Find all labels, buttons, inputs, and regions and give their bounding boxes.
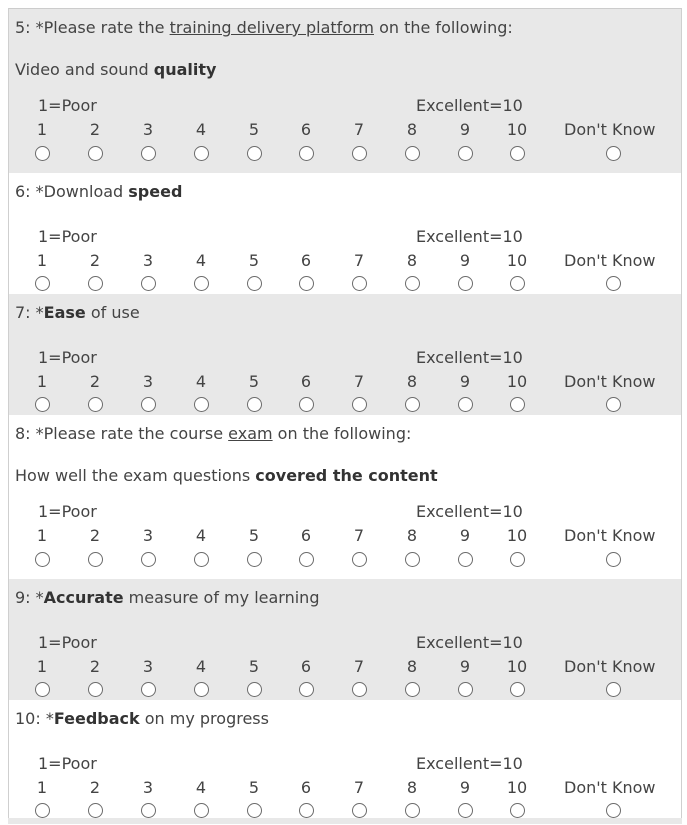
scale-number: 3 <box>142 778 154 797</box>
dont-know-label: Don't Know <box>564 526 656 545</box>
rating-radio-4[interactable] <box>194 682 209 697</box>
scale-low-label: 1=Poor <box>38 227 97 246</box>
scale-number: 3 <box>142 372 154 391</box>
dont-know-label: Don't Know <box>564 120 656 139</box>
text-fragment: 5: *Please rate the <box>15 18 170 37</box>
question-title <box>15 18 513 38</box>
text-fragment: of use <box>85 303 140 322</box>
question-q9 <box>9 579 681 700</box>
dont-know-label: Don't Know <box>564 251 656 270</box>
rating-radio-3[interactable] <box>141 276 156 291</box>
text-fragment: 10: * <box>15 709 54 728</box>
scale-number: 4 <box>195 778 207 797</box>
dont-know-radio[interactable] <box>606 276 621 291</box>
rating-radio-10[interactable] <box>510 146 525 161</box>
scale-number: 6 <box>300 778 312 797</box>
dont-know-label: Don't Know <box>564 372 656 391</box>
scale-number: 3 <box>142 657 154 676</box>
question-title <box>15 709 269 729</box>
dont-know-radio[interactable] <box>606 397 621 412</box>
rating-radio-7[interactable] <box>352 146 367 161</box>
scale-number: 3 <box>142 251 154 270</box>
scale-number: 10 <box>506 251 528 270</box>
scale-number: 2 <box>89 526 101 545</box>
rating-radio-6[interactable] <box>299 803 314 818</box>
scale-number: 8 <box>406 120 418 139</box>
bottom-divider <box>8 818 682 824</box>
rating-radio-1[interactable] <box>35 803 50 818</box>
scale-high-label: Excellent=10 <box>416 348 523 367</box>
scale-number: 10 <box>506 120 528 139</box>
rating-radio-6[interactable] <box>299 276 314 291</box>
rating-radio-3[interactable] <box>141 397 156 412</box>
scale-number: 7 <box>353 372 365 391</box>
rating-radio-9[interactable] <box>458 146 473 161</box>
scale-number: 8 <box>406 778 418 797</box>
scale-number: 7 <box>353 120 365 139</box>
emphasis-text: quality <box>153 60 217 79</box>
scale-number: 5 <box>248 657 260 676</box>
scale-number: 9 <box>459 526 471 545</box>
scale-number: 10 <box>506 657 528 676</box>
question-title <box>15 588 319 608</box>
question-q10 <box>9 700 681 819</box>
rating-radio-10[interactable] <box>510 397 525 412</box>
dont-know-radio[interactable] <box>606 552 621 567</box>
scale-number: 7 <box>353 251 365 270</box>
dont-know-label: Don't Know <box>564 778 656 797</box>
text-fragment: 8: *Please rate the course <box>15 424 229 443</box>
question-q8 <box>9 415 681 579</box>
rating-radio-1[interactable] <box>35 276 50 291</box>
scale-number: 10 <box>506 526 528 545</box>
rating-radio-5[interactable] <box>247 682 262 697</box>
scale-high-label: Excellent=10 <box>416 227 523 246</box>
emphasis-text: Feedback <box>53 709 140 728</box>
scale-number: 9 <box>459 120 471 139</box>
scale-number: 8 <box>406 251 418 270</box>
emphasis-text: Accurate <box>43 588 124 607</box>
scale-number: 1 <box>36 526 48 545</box>
scale-number: 9 <box>459 251 471 270</box>
scale-number: 9 <box>459 372 471 391</box>
text-fragment: measure of my learning <box>123 588 320 607</box>
rating-radio-10[interactable] <box>510 552 525 567</box>
dont-know-radio[interactable] <box>606 146 621 161</box>
scale-high-label: Excellent=10 <box>416 633 523 652</box>
rating-radio-1[interactable] <box>35 146 50 161</box>
rating-radio-8[interactable] <box>405 276 420 291</box>
text-fragment: on my progress <box>139 709 269 728</box>
rating-radio-6[interactable] <box>299 552 314 567</box>
rating-radio-4[interactable] <box>194 397 209 412</box>
question-q7 <box>9 294 681 415</box>
scale-number: 4 <box>195 372 207 391</box>
rating-radio-3[interactable] <box>141 803 156 818</box>
scale-number: 1 <box>36 251 48 270</box>
scale-number: 6 <box>300 526 312 545</box>
scale-number: 5 <box>248 372 260 391</box>
rating-radio-2[interactable] <box>88 552 103 567</box>
rating-radio-1[interactable] <box>35 552 50 567</box>
rating-radio-5[interactable] <box>247 397 262 412</box>
rating-radio-4[interactable] <box>194 276 209 291</box>
rating-radio-2[interactable] <box>88 682 103 697</box>
rating-radio-6[interactable] <box>299 397 314 412</box>
scale-number: 7 <box>353 657 365 676</box>
text-fragment: 7: * <box>15 303 44 322</box>
scale-number: 7 <box>353 526 365 545</box>
scale-low-label: 1=Poor <box>38 633 97 652</box>
scale-number: 2 <box>89 778 101 797</box>
rating-radio-9[interactable] <box>458 397 473 412</box>
scale-number: 2 <box>89 372 101 391</box>
rating-radio-7[interactable] <box>352 552 367 567</box>
rating-radio-9[interactable] <box>458 682 473 697</box>
scale-number: 1 <box>36 778 48 797</box>
scale-number: 5 <box>248 526 260 545</box>
rating-radio-9[interactable] <box>458 276 473 291</box>
rating-radio-5[interactable] <box>247 803 262 818</box>
underlined-text: exam <box>228 424 273 443</box>
scale-number: 6 <box>300 372 312 391</box>
emphasis-text: Ease <box>43 303 86 322</box>
scale-number: 10 <box>506 778 528 797</box>
rating-radio-4[interactable] <box>194 552 209 567</box>
rating-radio-4[interactable] <box>194 146 209 161</box>
question-title <box>15 424 411 444</box>
question-q6 <box>9 173 681 294</box>
scale-low-label: 1=Poor <box>38 754 97 773</box>
scale-number: 8 <box>406 372 418 391</box>
scale-number: 5 <box>248 120 260 139</box>
question-title <box>15 303 140 323</box>
scale-number: 6 <box>300 251 312 270</box>
rating-radio-2[interactable] <box>88 803 103 818</box>
scale-number: 2 <box>89 657 101 676</box>
scale-number: 1 <box>36 372 48 391</box>
rating-radio-8[interactable] <box>405 552 420 567</box>
rating-radio-6[interactable] <box>299 682 314 697</box>
rating-radio-6[interactable] <box>299 146 314 161</box>
scale-number: 9 <box>459 657 471 676</box>
rating-radio-8[interactable] <box>405 803 420 818</box>
rating-radio-2[interactable] <box>88 397 103 412</box>
rating-radio-10[interactable] <box>510 276 525 291</box>
rating-radio-4[interactable] <box>194 803 209 818</box>
dont-know-radio[interactable] <box>606 803 621 818</box>
rating-radio-10[interactable] <box>510 682 525 697</box>
scale-number: 1 <box>36 657 48 676</box>
question-subtitle <box>15 466 438 486</box>
scale-number: 9 <box>459 778 471 797</box>
emphasis-text: speed <box>128 182 183 201</box>
question-q5 <box>9 9 681 173</box>
text-fragment: How well the exam questions <box>15 466 256 485</box>
question-title <box>15 182 182 202</box>
scale-number: 2 <box>89 120 101 139</box>
rating-radio-8[interactable] <box>405 397 420 412</box>
text-fragment: 6: *Download <box>15 182 129 201</box>
survey-form <box>8 8 682 819</box>
rating-radio-9[interactable] <box>458 803 473 818</box>
rating-radio-7[interactable] <box>352 803 367 818</box>
scale-low-label: 1=Poor <box>38 502 97 521</box>
rating-radio-10[interactable] <box>510 803 525 818</box>
rating-radio-3[interactable] <box>141 552 156 567</box>
scale-number: 4 <box>195 120 207 139</box>
rating-radio-5[interactable] <box>247 146 262 161</box>
scale-low-label: 1=Poor <box>38 96 97 115</box>
scale-high-label: Excellent=10 <box>416 754 523 773</box>
scale-number: 3 <box>142 120 154 139</box>
text-fragment: Video and sound <box>15 60 154 79</box>
rating-radio-5[interactable] <box>247 276 262 291</box>
scale-number: 5 <box>248 778 260 797</box>
scale-high-label: Excellent=10 <box>416 502 523 521</box>
scale-number: 8 <box>406 657 418 676</box>
rating-radio-1[interactable] <box>35 397 50 412</box>
scale-number: 10 <box>506 372 528 391</box>
rating-radio-3[interactable] <box>141 682 156 697</box>
scale-number: 1 <box>36 120 48 139</box>
scale-number: 6 <box>300 657 312 676</box>
rating-radio-3[interactable] <box>141 146 156 161</box>
dont-know-label: Don't Know <box>564 657 656 676</box>
text-fragment: on the following: <box>373 18 513 37</box>
scale-number: 4 <box>195 526 207 545</box>
rating-radio-8[interactable] <box>405 146 420 161</box>
rating-radio-2[interactable] <box>88 146 103 161</box>
rating-radio-5[interactable] <box>247 552 262 567</box>
rating-radio-7[interactable] <box>352 397 367 412</box>
scale-low-label: 1=Poor <box>38 348 97 367</box>
scale-number: 4 <box>195 657 207 676</box>
rating-radio-8[interactable] <box>405 682 420 697</box>
scale-number: 6 <box>300 120 312 139</box>
scale-number: 5 <box>248 251 260 270</box>
scale-number: 2 <box>89 251 101 270</box>
text-fragment: on the following: <box>272 424 412 443</box>
dont-know-radio[interactable] <box>606 682 621 697</box>
rating-radio-7[interactable] <box>352 276 367 291</box>
rating-radio-7[interactable] <box>352 682 367 697</box>
underlined-text: training delivery platform <box>169 18 374 37</box>
scale-number: 8 <box>406 526 418 545</box>
rating-radio-1[interactable] <box>35 682 50 697</box>
question-subtitle <box>15 60 216 80</box>
scale-number: 3 <box>142 526 154 545</box>
rating-radio-9[interactable] <box>458 552 473 567</box>
scale-high-label: Excellent=10 <box>416 96 523 115</box>
text-fragment: 9: * <box>15 588 44 607</box>
scale-number: 7 <box>353 778 365 797</box>
emphasis-text: covered the content <box>255 466 438 485</box>
rating-radio-2[interactable] <box>88 276 103 291</box>
scale-number: 4 <box>195 251 207 270</box>
